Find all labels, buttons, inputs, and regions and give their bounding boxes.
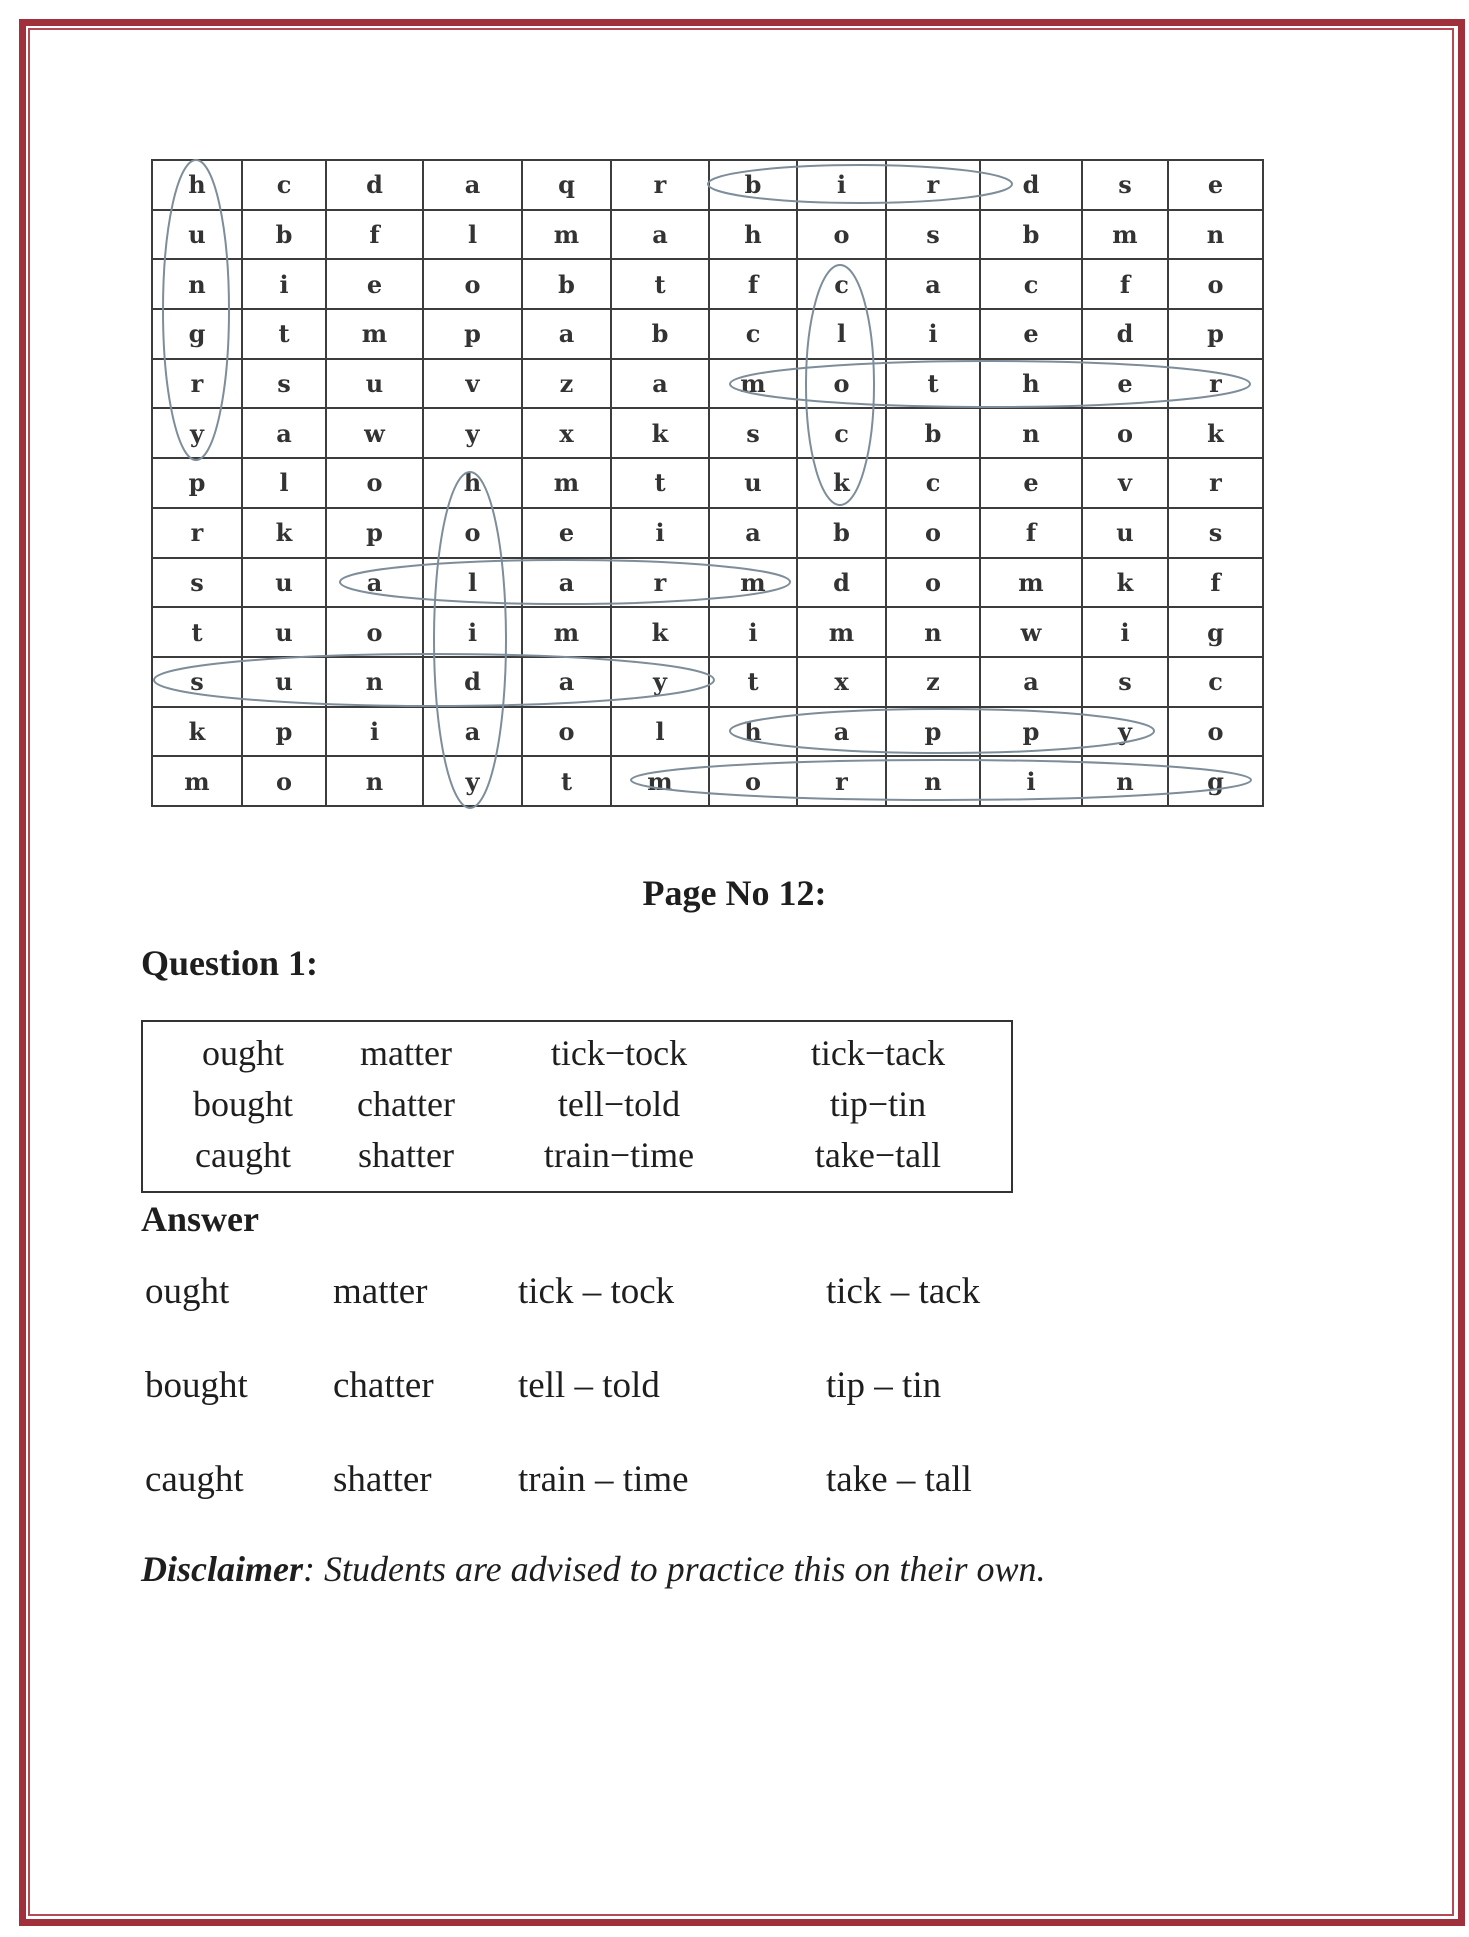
grid-cell: v [1082,458,1168,508]
grid-cell: s [152,558,242,608]
grid-cell: a [242,408,326,458]
grid-cell: y [423,756,522,806]
grid-cell: a [522,657,611,707]
grid-cell: e [522,508,611,558]
grid-cell: i [326,707,423,757]
grid-cell: c [886,458,980,508]
grid-cell: a [611,359,709,409]
grid-cell: t [611,259,709,309]
grid-cell: b [611,309,709,359]
grid-cell: k [797,458,886,508]
grid-cell: o [1082,408,1168,458]
grid-cell: p [423,309,522,359]
grid-cell: t [522,756,611,806]
grid-cell: c [709,309,797,359]
box-word: matter [360,1033,452,1073]
grid-cell: t [886,359,980,409]
box-word: shatter [358,1135,454,1175]
grid-cell: k [611,408,709,458]
grid-cell: u [326,359,423,409]
grid-row [152,508,1263,558]
grid-cell: o [886,508,980,558]
grid-cell: e [1168,160,1263,210]
grid-row [152,210,1263,260]
box-word: chatter [357,1084,455,1124]
grid-cell: n [1082,756,1168,806]
grid-row [152,657,1263,707]
grid-cell: f [709,259,797,309]
disclaimer-text: : Students are advised to practice this on their own. [302,1549,1046,1589]
grid-cell: d [423,657,522,707]
grid-cell: w [326,408,423,458]
grid-cell: t [709,657,797,707]
grid-cell: r [1168,359,1263,409]
grid-cell: e [326,259,423,309]
disclaimer-label: Disclaimer [141,1549,303,1589]
grid-cell: d [326,160,423,210]
grid-cell: n [980,408,1082,458]
grid-cell: i [1082,607,1168,657]
answer-word: chatter [333,1365,434,1406]
grid-cell: g [152,309,242,359]
grid-cell: f [980,508,1082,558]
grid-cell: b [980,210,1082,260]
grid-cell: s [242,359,326,409]
grid-row [152,756,1263,806]
grid-cell: o [797,359,886,409]
grid-cell: v [423,359,522,409]
grid-row [152,458,1263,508]
grid-row [152,707,1263,757]
grid-cell: o [1168,707,1263,757]
grid-cell: a [522,309,611,359]
grid-cell: e [980,309,1082,359]
grid-cell: q [522,160,611,210]
grid-cell: o [1168,259,1263,309]
grid-cell: p [152,458,242,508]
grid-cell: r [886,160,980,210]
grid-cell: c [242,160,326,210]
grid-cell: b [886,408,980,458]
grid-cell: f [1082,259,1168,309]
grid-cell: u [152,210,242,260]
grid-cell: o [326,607,423,657]
grid-cell: r [152,508,242,558]
grid-cell: t [611,458,709,508]
box-word: tick−tock [550,1033,688,1073]
grid-cell: m [611,756,709,806]
grid-cell: h [980,359,1082,409]
grid-cell: k [611,607,709,657]
grid-cell: a [522,558,611,608]
grid-cell: x [797,657,886,707]
grid-cell: l [423,558,522,608]
grid-cell: k [242,508,326,558]
grid-cell: s [1082,657,1168,707]
grid-row [152,259,1263,309]
grid-cell: n [886,756,980,806]
grid-cell: i [423,607,522,657]
grid-cell: u [709,458,797,508]
grid-cell: l [423,210,522,260]
grid-cell: o [423,259,522,309]
grid-cell: a [611,210,709,260]
grid-cell: a [797,707,886,757]
grid-cell: i [611,508,709,558]
grid-cell: k [1082,558,1168,608]
grid-cell: i [886,309,980,359]
grid-cell: b [709,160,797,210]
box-word: caught [195,1135,291,1175]
answer-word: tip – tin [826,1365,942,1406]
grid-cell: y [152,408,242,458]
answer-word: matter [333,1271,428,1312]
grid-row [152,309,1263,359]
grid-cell: p [980,707,1082,757]
grid-cell: a [980,657,1082,707]
grid-cell: p [1168,309,1263,359]
grid-cell: f [326,210,423,260]
question-title: Question 1: [141,943,319,983]
grid-cell: s [886,210,980,260]
answer-word: caught [145,1459,244,1500]
grid-cell: m [522,210,611,260]
grid-cell: o [709,756,797,806]
grid-cell: a [709,508,797,558]
grid-cell: t [242,309,326,359]
grid-cell: k [1168,408,1263,458]
grid-cell: m [1082,210,1168,260]
grid-cell: e [1082,359,1168,409]
box-word: tip−tin [829,1084,927,1124]
grid-cell: o [423,508,522,558]
grid-cell: b [242,210,326,260]
answer-word: bought [145,1365,248,1406]
grid-cell: n [326,657,423,707]
grid-cell: s [152,657,242,707]
grid-cell: a [423,160,522,210]
box-word: bought [192,1084,293,1124]
grid-cell: u [242,657,326,707]
grid-cell: z [522,359,611,409]
grid-cell: d [797,558,886,608]
grid-row [152,408,1263,458]
grid-cell: n [886,607,980,657]
grid-cell: h [709,210,797,260]
grid-cell: l [611,707,709,757]
grid-cell: p [886,707,980,757]
grid-cell: r [1168,458,1263,508]
grid-cell: r [152,359,242,409]
box-word: ought [201,1033,284,1073]
question-word-box [141,1020,1013,1193]
grid-cell: r [611,558,709,608]
grid-row [152,558,1263,608]
grid-cell: o [326,458,423,508]
answer-word: shatter [333,1459,432,1500]
grid-cell: o [797,210,886,260]
answer-word: train – time [518,1459,689,1500]
grid-row [152,359,1263,409]
grid-cell: i [709,607,797,657]
grid-cell: s [1168,508,1263,558]
grid-cell: a [886,259,980,309]
grid-cell: k [152,707,242,757]
grid-cell: o [886,558,980,608]
grid-cell: n [152,259,242,309]
grid-cell: m [522,607,611,657]
grid-cell: r [797,756,886,806]
grid-cell: i [980,756,1082,806]
grid-cell: l [242,458,326,508]
grid-cell: u [1082,508,1168,558]
grid-cell: p [326,508,423,558]
grid-cell: m [326,309,423,359]
word-search-grid [151,159,1264,807]
grid-cell: g [1168,607,1263,657]
grid-cell: h [152,160,242,210]
grid-cell: h [709,707,797,757]
grid-cell: r [611,160,709,210]
grid-cell: b [797,508,886,558]
grid-cell: i [242,259,326,309]
grid-cell: o [242,756,326,806]
grid-cell: s [1082,160,1168,210]
answer-word: take – tall [826,1459,972,1500]
grid-cell: y [611,657,709,707]
grid-cell: u [242,558,326,608]
grid-cell: d [980,160,1082,210]
grid-cell: c [980,259,1082,309]
answer-word: ought [145,1271,230,1312]
grid-cell: c [797,259,886,309]
answer-word: tick – tock [518,1271,675,1312]
page-heading: Page No 12: [642,873,827,913]
box-word: train−time [543,1135,695,1175]
grid-cell: c [1168,657,1263,707]
grid-cell: t [152,607,242,657]
grid-cell: n [1168,210,1263,260]
answer-word: tick – tack [826,1271,981,1312]
grid-cell: b [522,259,611,309]
grid-cell: f [1168,558,1263,608]
grid-cell: o [522,707,611,757]
grid-cell: u [242,607,326,657]
grid-cell: m [152,756,242,806]
answer-word: tell – told [518,1365,660,1406]
grid-cell: w [980,607,1082,657]
grid-cell: s [709,408,797,458]
grid-cell: e [980,458,1082,508]
grid-cell: d [1082,309,1168,359]
answer-title: Answer [141,1199,259,1239]
grid-cell: a [326,558,423,608]
grid-row [152,160,1263,210]
grid-cell: n [326,756,423,806]
grid-cell: p [242,707,326,757]
grid-cell: y [1082,707,1168,757]
grid-cell: h [423,458,522,508]
grid-cell: m [522,458,611,508]
grid-cell: x [522,408,611,458]
box-word: tell−told [557,1084,681,1124]
grid-cell: m [797,607,886,657]
grid-cell: m [980,558,1082,608]
grid-cell: y [423,408,522,458]
grid-row [152,607,1263,657]
grid-cell: c [797,408,886,458]
grid-cell: z [886,657,980,707]
grid-cell: i [797,160,886,210]
grid-cell: m [709,359,797,409]
disclaimer [141,1548,1046,1590]
grid-cell: g [1168,756,1263,806]
box-word: tick−tack [810,1033,946,1073]
grid-cell: l [797,309,886,359]
box-word: take−tall [814,1135,942,1175]
grid-cell: m [709,558,797,608]
grid-cell: a [423,707,522,757]
